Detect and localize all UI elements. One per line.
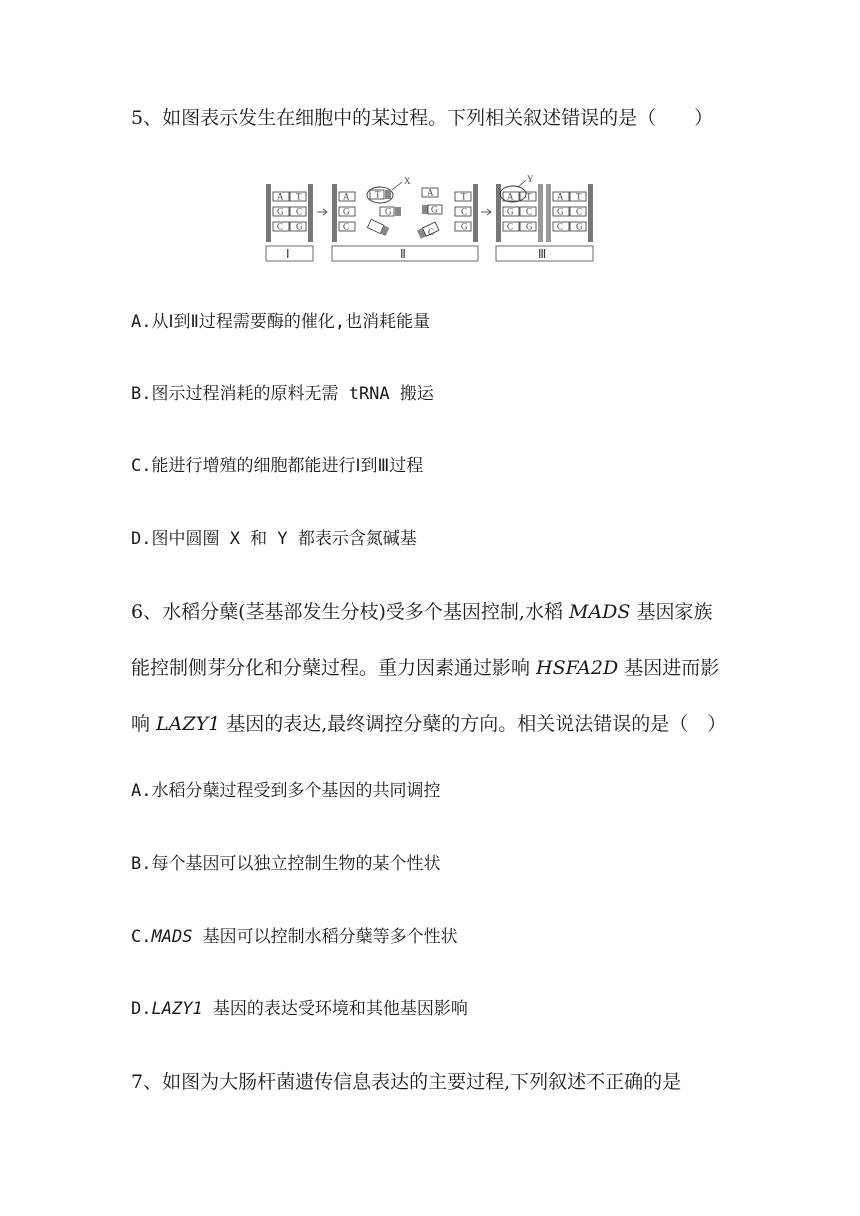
- q6-stem-line2: [131, 656, 719, 680]
- text-run: 基因家族: [630, 601, 713, 623]
- q5-option-a: A.从Ⅰ到Ⅱ过程需要酶的催化,也消耗能量: [131, 312, 431, 332]
- text-run: C.: [131, 927, 152, 947]
- q5-stem: 5、如图表示发生在细胞中的某过程。下列相关叙述错误的是（ ）: [131, 107, 714, 129]
- stage-label-iii: Ⅲ: [538, 247, 547, 261]
- base-t: T: [375, 189, 381, 200]
- stage-label-ii: Ⅱ: [400, 247, 406, 261]
- q6-option-b: B.每个基因可以独立控制生物的某个性状: [131, 854, 441, 874]
- base-a: A: [277, 191, 284, 202]
- base-c: C: [296, 206, 303, 217]
- base-g: G: [296, 221, 303, 232]
- base-t: T: [526, 191, 532, 202]
- text-run: 响: [131, 713, 157, 735]
- q6-stem-line3: [131, 712, 726, 736]
- dna-replication-figure: [262, 174, 596, 264]
- base-g: G: [461, 221, 468, 232]
- q5-option-b: B.图示过程消耗的原料无需 tRNA 搬运: [131, 384, 434, 404]
- base-g: G: [343, 206, 350, 217]
- base-a: A: [507, 191, 514, 202]
- text-run: 基因可以控制水稻分蘖等多个性状: [192, 927, 458, 947]
- base-c: C: [277, 221, 284, 232]
- stage-label-i: Ⅰ: [286, 247, 290, 261]
- base-g: G: [385, 206, 392, 217]
- base-c: C: [576, 206, 583, 217]
- gene-name: HSFA2D: [536, 657, 619, 679]
- q6-option-a: A.水稻分蘖过程受到多个基因的共同调控: [131, 781, 441, 801]
- base-g: G: [526, 221, 533, 232]
- q6-stem-line1: [131, 600, 712, 624]
- q7-stem: 7、如图为大肠杆菌遗传信息表达的主要过程,下列叙述不正确的是: [131, 1071, 682, 1093]
- gene-name: LAZY1: [156, 713, 221, 735]
- text-run: 基因的表达,最终调控分蘖的方向。相关说法错误的是（ ）: [220, 713, 727, 735]
- base-c: C: [526, 206, 533, 217]
- base-a: A: [427, 187, 434, 198]
- label-y: Y: [527, 174, 534, 184]
- base-a: A: [557, 191, 564, 202]
- base-t: T: [296, 191, 302, 202]
- base-c: C: [461, 206, 468, 217]
- stage-ii-unwinding: [332, 176, 478, 242]
- base-t: T: [461, 191, 467, 202]
- base-g: G: [557, 206, 564, 217]
- label-x: X: [404, 176, 411, 186]
- stage-i-dna: [266, 184, 313, 242]
- arrow-icon: [481, 209, 491, 215]
- base-t: T: [576, 191, 582, 202]
- text-run: 能控制侧芽分化和分蘖过程。重力因素通过影响: [131, 657, 537, 679]
- gene-name: MADS: [151, 927, 193, 947]
- text-run: 6、水稻分蘖(茎基部发生分枝)受多个基因控制,水稻: [131, 601, 569, 623]
- base-g: G: [277, 206, 284, 217]
- q6-option-c: [131, 925, 458, 949]
- base-g: G: [507, 206, 514, 217]
- gene-name: LAZY1: [151, 999, 203, 1019]
- base-c: C: [507, 221, 514, 232]
- base-g: G: [576, 221, 583, 232]
- text-run: 基因的表达受环境和其他基因影响: [202, 999, 468, 1019]
- text-run: 基因进而影: [618, 657, 720, 679]
- base-c: C: [557, 221, 564, 232]
- q5-option-c: C.能进行增殖的细胞都能进行Ⅰ到Ⅲ过程: [131, 456, 424, 476]
- q6-option-d: [131, 997, 468, 1021]
- base-a: A: [343, 191, 350, 202]
- base-c: C: [343, 221, 350, 232]
- q5-option-d: D.图中圆圈 X 和 Y 都表示含氮碱基: [131, 529, 417, 549]
- gene-name: MADS: [569, 601, 631, 623]
- stage-iii-daughter-dna: [496, 174, 593, 242]
- base-c: C: [428, 227, 435, 237]
- base-g: G: [431, 204, 438, 215]
- text-run: D.: [131, 999, 152, 1019]
- arrow-icon: [317, 209, 327, 215]
